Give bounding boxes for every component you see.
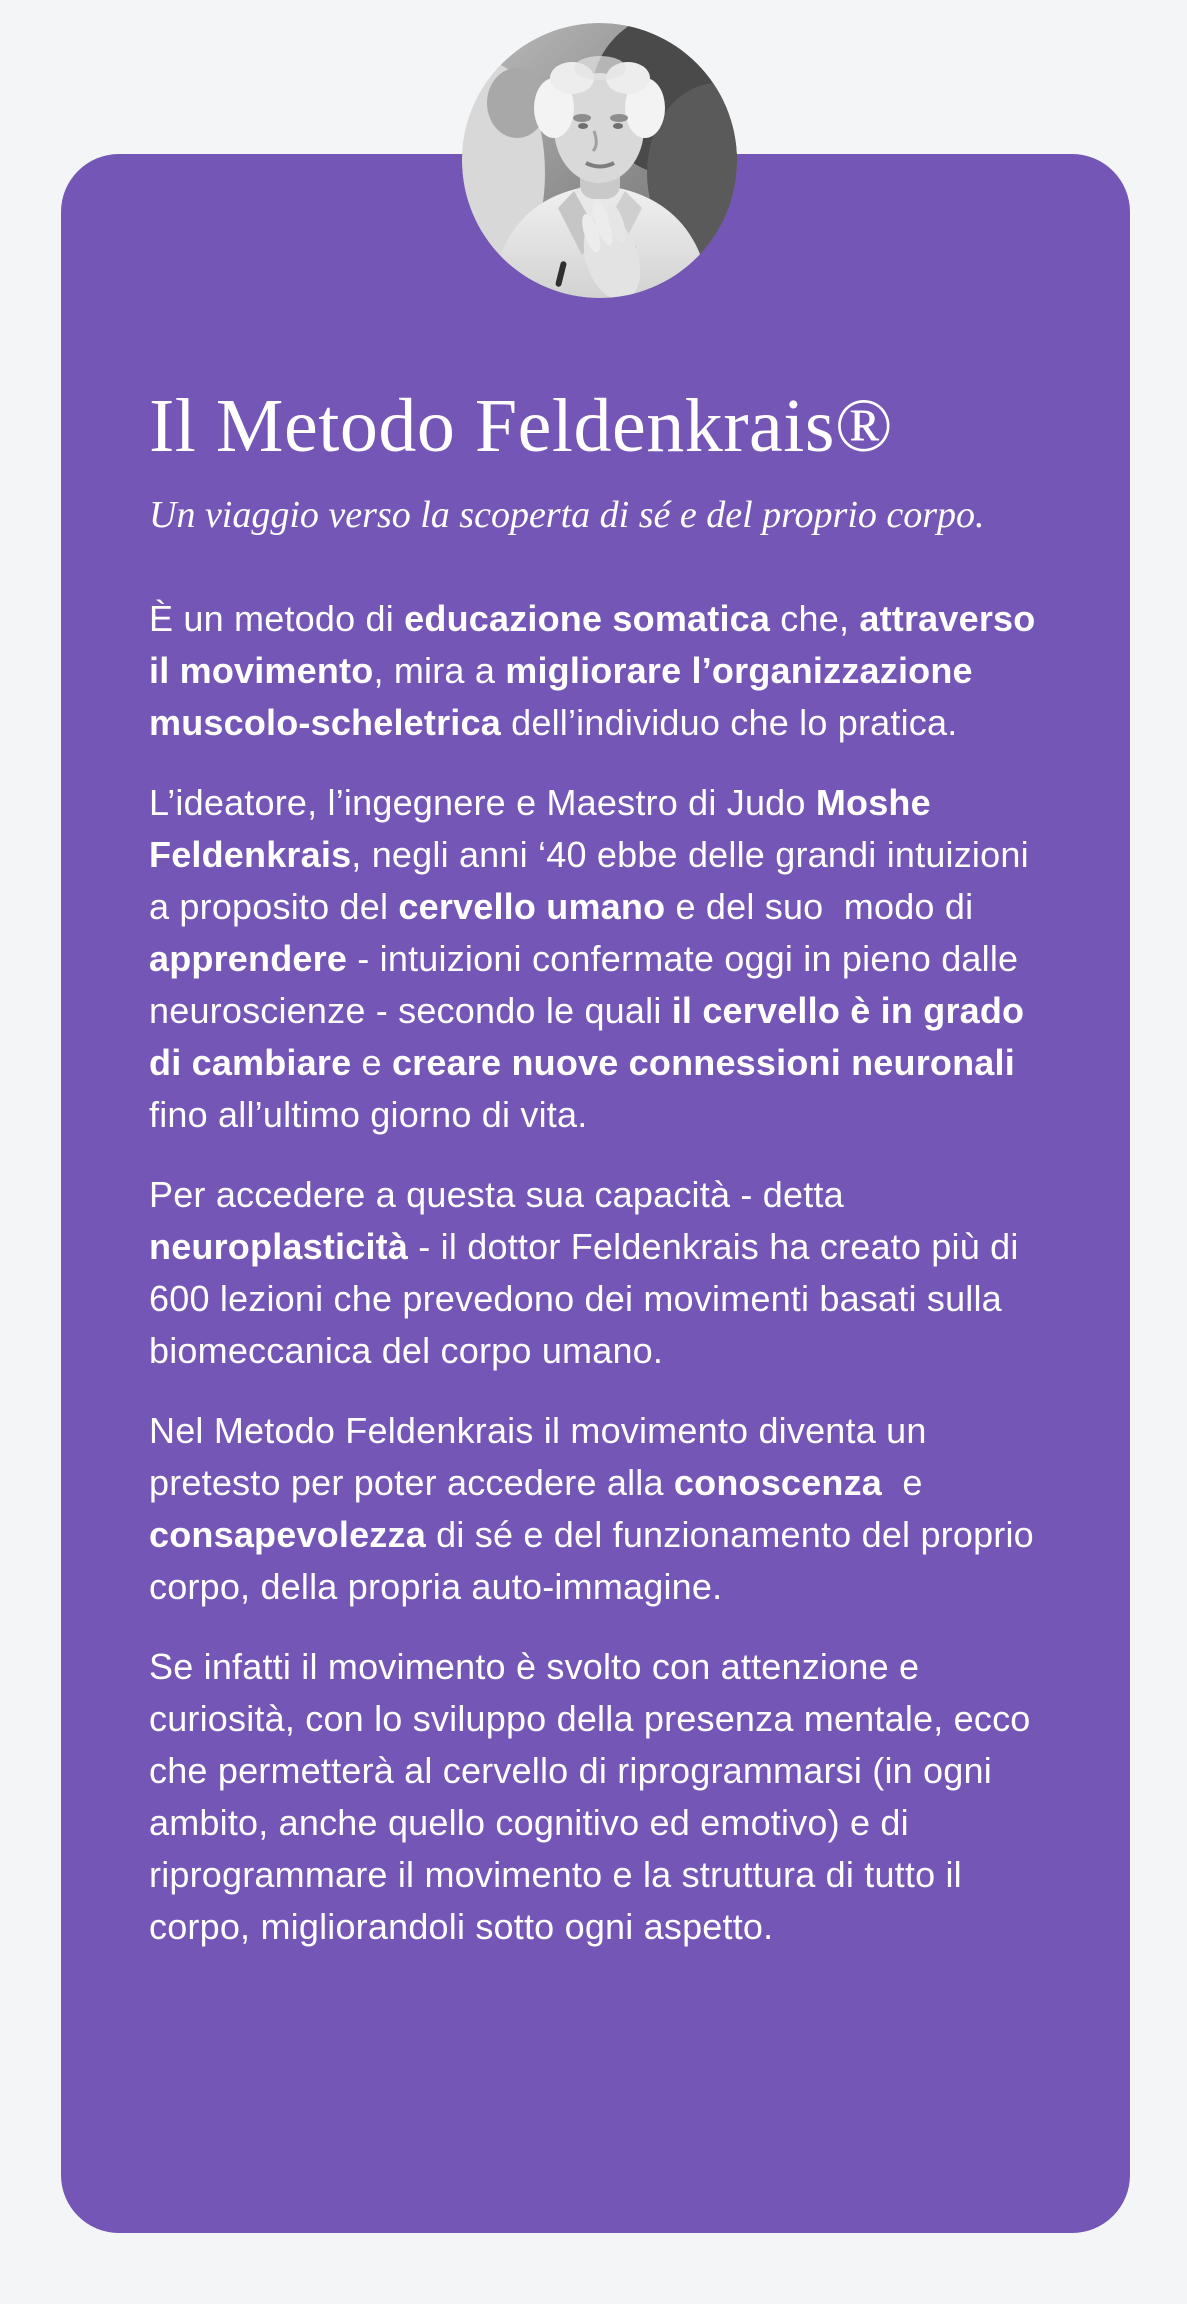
- paragraph: È un metodo di educazione somatica che, attraverso il movimento, mira a migliorare l’organizzazione muscolo-scheletrica dell’individuo che lo pratica.: [149, 597, 1046, 743]
- content-card: [61, 154, 1130, 2233]
- profile-photo: [462, 23, 737, 298]
- paragraph: Se infatti il movimento è svolto con attenzione e curiosità, con lo sviluppo della presenza mentale, ecco che permetterà al cervello di riprogrammarsi (in ogni ambito, anche quello cognitivo ed emotivo) e di riprogrammare il movimento e la struttura di tutto il corpo, migliorandoli sotto ogni aspetto.: [149, 1645, 1041, 1947]
- paragraph: L’ideatore, l’ingegnere e Maestro di Judo Moshe Feldenkrais, negli anni ‘40 ebbe delle grandi intuizioni a proposito del cervello umano e del suo modo di apprendere - intuizioni confermate oggi in pieno dalle neuroscienze - secondo le quali il cervello è in grado di cambiare e creare nuove connessioni neuronali fino all’ultimo giorno di vita.: [149, 781, 1039, 1135]
- paragraph: Nel Metodo Feldenkrais il movimento diventa un pretesto per poter accedere alla conoscenza e consapevolezza di sé e del funzionamento del proprio corpo, della propria auto-immagine.: [149, 1409, 1045, 1607]
- page-subtitle: Un viaggio verso la scoperta di sé e del proprio corpo.: [149, 494, 985, 537]
- page-title: Il Metodo Feldenkrais®: [149, 384, 894, 468]
- article: [149, 593, 1046, 1953]
- paragraph: Per accedere a questa sua capacità - detta neuroplasticità - il dottor Feldenkrais ha creato più di 600 lezioni che prevedono dei movimenti basati sulla biomeccanica del corpo umano.: [149, 1173, 1029, 1371]
- portrait-photo-illustration: [462, 23, 737, 298]
